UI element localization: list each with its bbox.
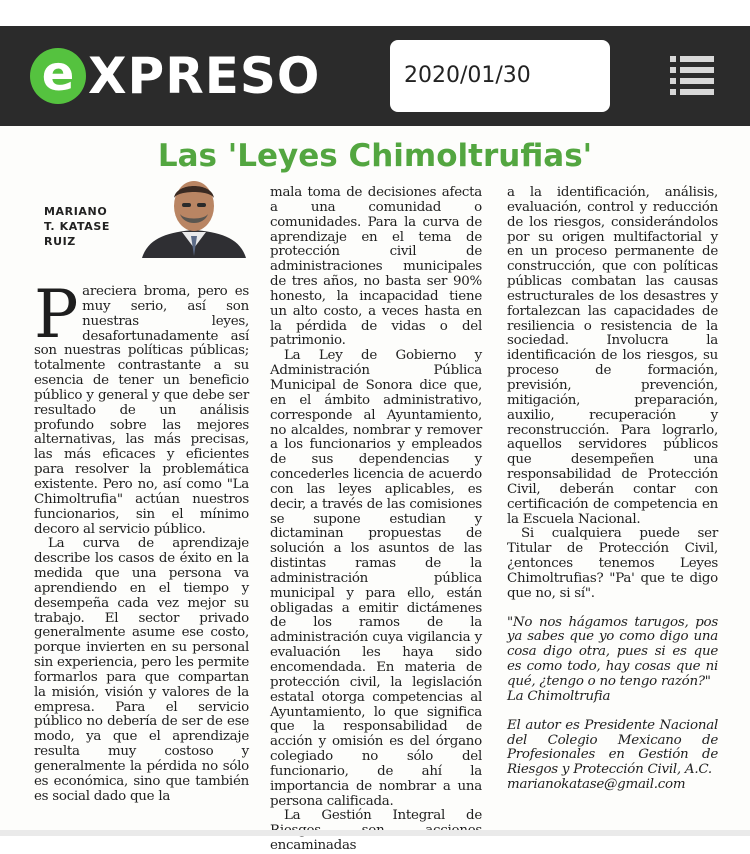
paragraph: mala toma de decisiones afecta a una comunidad o comunidades. Para la curva de aprendizaje en el tema de protección civil de administraciones municipales de tres años, no basta ser 90% honesto, la incapacidad tiene un alto costo, a veces hasta en la pérdida de vidas o del patrimonio. bbox=[270, 185, 482, 349]
paragraph: a la identificación, análisis, evaluación, control y reducción de los riesgos, considerándolos por su origen multifactorial y en un proceso permanente de construcción, que con políticas públicas combatan las causas estructurales de los desastres y fortalezcan las capacidades de resiliencia o resistencia de la sociedad. Involucra la identificación de los riesgos, su proceso de formación, previsión, prevención, mitigación, preparación, auxilio, recuperación y reconstrucción. Para lograrlo, aquellos servidores públicos que desempeñen una responsabilidad de Protección Civil, deberán contar con certificación de competencia en la Escuela Nacional. bbox=[507, 185, 718, 527]
paragraph: La Ley de Gobierno y Administración Pública Municipal de Sonora dice que, en el ámbito administrativo, corresponde al Ayuntamiento, no alcaldes, nombrar y remover a los funcionarios y empleados de sus dependencias y concederles licencia de acuerdo con las leyes aplicables, es decir, a través de las comisiones se supone estudian y dictaminan propuestas de solución a los asuntos de las distintas ramas de la administración pública municipal y para ello, están obligadas a emitir dictámenes de los ramos de la administración cuya vigilancia y evaluación les haya sido encomendada. En materia de protección civil, la legislación estatal otorga competencias al Ayuntamiento, lo que significa que la responsabilidad de acción y omisión es del órgano colegiado no sólo del funcionario, de ahí la importancia de nombrar a una persona calificada. bbox=[270, 348, 482, 809]
paragraph-text: areciera broma, pero es muy serio, así son nuestras leyes, desafortunadamente así son nuestras políticas públicas; totalmente contrastante a su esencia de tener un beneficio público y general y que debe ser resultado de un análisis profundo sobre las mejores alternativas, las más precisas, las más eficaces y eficientes para resolver la problemática existente. Pero no, así como "La Chimoltrufia" actúan nuestros funcionarios, sin el mínimo decoro al servicio público. bbox=[34, 284, 249, 537]
article-column-1 bbox=[34, 276, 250, 805]
author-name-line-1: MARIANO bbox=[44, 205, 108, 218]
chimoltrufia-quote: "No nos hágamos tarugos, pos ya sabes que yo como digo una cosa digo otra, pues si es que es como todo, hay cosas que ni qué, ¿tengo o no tengo razón?" bbox=[507, 614, 718, 689]
paragraph bbox=[34, 276, 249, 537]
author-name bbox=[44, 204, 110, 249]
date-field[interactable]: 2020/01/30 bbox=[390, 40, 610, 112]
paragraph: Si cualquiera puede ser Titular de Protección Civil, ¿entonces tenemos Leyes Chimoltrufias? "Pa' que te digo que no, si sí". bbox=[507, 526, 718, 601]
drop-cap: P bbox=[34, 276, 79, 353]
author-bio: El autor es Presidente Nacional del Colegio Mexicano de Profesionales en Gestión de Riesgos y Protección Civil, A.C. bbox=[507, 717, 718, 778]
author-photo bbox=[138, 176, 250, 258]
paragraph: La Gestión Integral de encaminadas bbox=[270, 808, 482, 854]
article-title: Las 'Leyes Chimoltrufias' bbox=[157, 138, 593, 174]
top-strip bbox=[0, 0, 750, 26]
logo-e-mark: e bbox=[30, 48, 86, 104]
author-name-line-2: T. KATASE bbox=[44, 220, 111, 233]
article-column-2 bbox=[270, 186, 482, 854]
expreso-logo[interactable] bbox=[30, 44, 320, 108]
author-name-line-3: RUIZ bbox=[44, 235, 76, 248]
quote-attribution: La Chimoltrufia bbox=[507, 688, 611, 704]
site-header bbox=[0, 26, 750, 126]
hamburger-menu-icon[interactable] bbox=[670, 56, 714, 96]
bottom-edge bbox=[0, 830, 750, 836]
author-email[interactable]: marianokatase@gmail.com bbox=[507, 777, 686, 793]
article-column-3 bbox=[507, 186, 718, 793]
paragraph: La curva de aprendizaje describe los casos de éxito en la medida que una persona va aprendiendo en el tiempo y desempeña cada vez mejor su trabajo. El sector privado generalmente asume ese costo, porque invierten en su personal sin experiencia, pero les permite formarlos para que compartan la misión, visión y valores de la empresa. Para el servicio público no debería de ser de ese modo, ya que el aprendizaje resulta muy costoso y generalmente la pérdida no sólo es económica, sino que también es social dado que la bbox=[34, 536, 250, 804]
logo-wordmark: XPRESO bbox=[88, 47, 321, 105]
